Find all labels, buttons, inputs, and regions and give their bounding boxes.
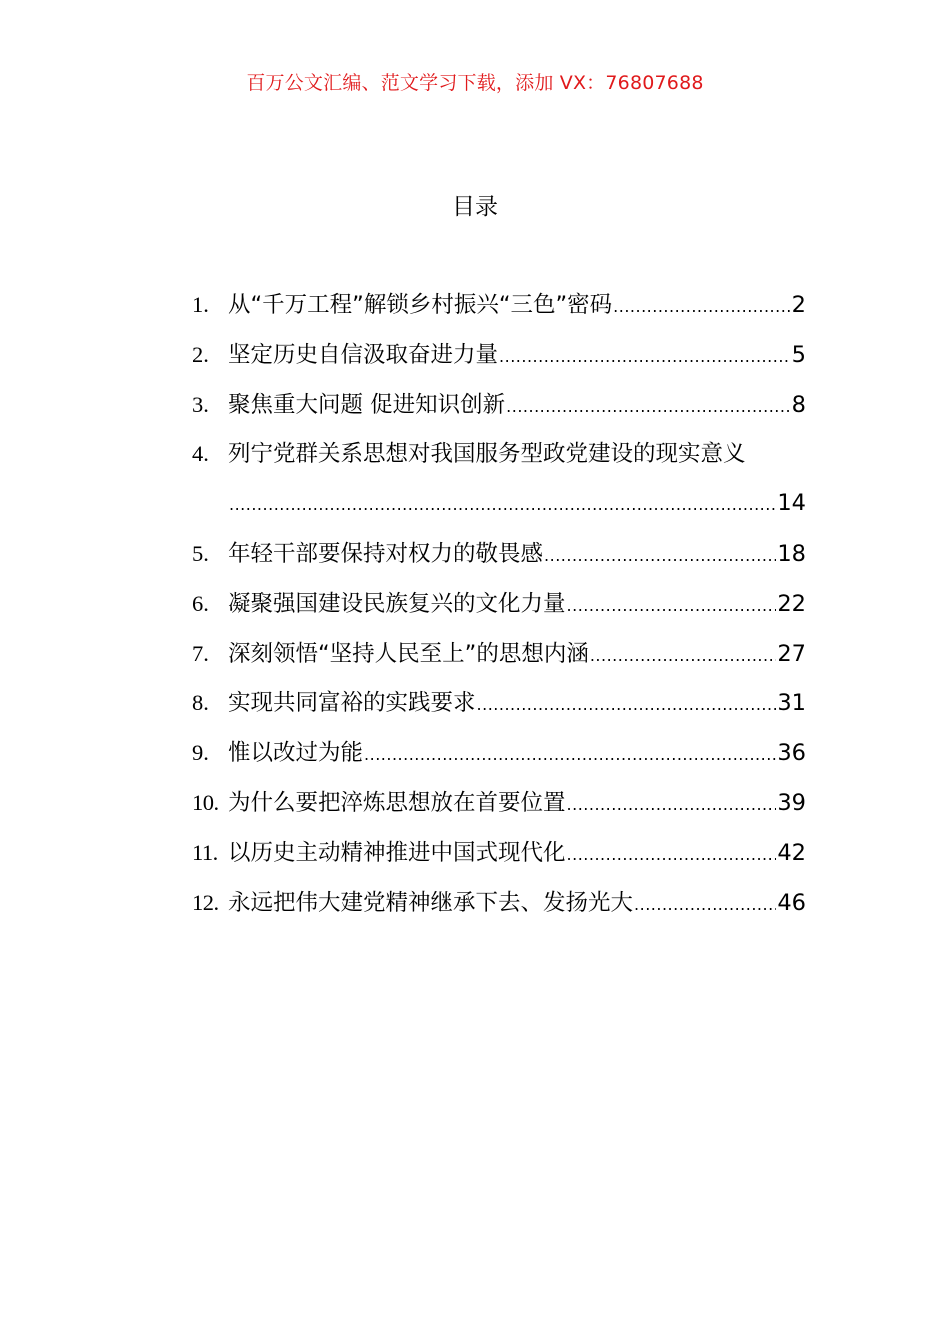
- toc-entry-title: 列宁党群关系思想对我国服务型政党建设的现实意义: [228, 441, 746, 468]
- toc-entry-title: 坚定历史自信汲取奋进力量: [228, 341, 499, 368]
- toc-entry-page: 5: [791, 341, 806, 368]
- toc-entry-4[interactable]: [192, 429, 806, 479]
- toc-entry-page: 31: [777, 690, 806, 717]
- toc-entry-number: 8.: [192, 690, 209, 716]
- toc-entry-6[interactable]: [192, 579, 806, 629]
- toc-entry-title: 从“千万工程”解锁乡村振兴“三色”密码: [228, 292, 613, 318]
- toc-entry-12[interactable]: [192, 878, 806, 928]
- toc-entry-title: 以历史主动精神推进中国式现代化: [228, 839, 566, 866]
- toc-leader-dots: [590, 631, 777, 681]
- toc-entry-title: 凝聚强国建设民族复兴的文化力量: [228, 590, 566, 617]
- toc-entry-number: 11.: [192, 839, 218, 865]
- toc-entry-4-continuation[interactable]: [192, 479, 806, 529]
- toc-entry-title: 聚焦重大问题 促进知识创新: [228, 391, 506, 418]
- toc-entry-page: 2: [791, 292, 806, 318]
- toc-title: 目录: [452, 194, 498, 220]
- toc-leader-dots: [364, 730, 776, 780]
- toc-entry-7[interactable]: [192, 629, 806, 679]
- toc-entry-number: 1.: [192, 292, 209, 317]
- toc-entry-9[interactable]: [192, 728, 806, 778]
- toc-entry-page: 36: [777, 740, 806, 767]
- toc-leader-dots: [499, 332, 791, 382]
- toc-entry-title: 年轻干部要保持对权力的敬畏感: [228, 540, 544, 567]
- toc-entry-number: 6.: [192, 590, 209, 616]
- toc-entry-page: 27: [777, 640, 806, 667]
- toc-leader-dots: [567, 830, 777, 880]
- toc-entry-1[interactable]: [192, 280, 806, 330]
- toc-entry-title: 惟以改过为能: [228, 740, 364, 767]
- toc-entry-title: 永远把伟大建党精神继承下去、发扬光大: [228, 889, 634, 916]
- toc-entry-title: 为什么要把淬炼思想放在首要位置: [228, 789, 566, 816]
- toc-entry-number: 10.: [192, 789, 219, 815]
- toc-entry-3[interactable]: [192, 380, 806, 430]
- table-of-contents: [192, 280, 806, 927]
- toc-entry-8[interactable]: [192, 678, 806, 728]
- toc-entry-number: 7.: [192, 640, 209, 666]
- toc-entry-page: 14: [777, 490, 806, 517]
- toc-leader-dots: [567, 780, 777, 830]
- toc-entry-number: 9.: [192, 740, 209, 766]
- toc-entry-number: 2.: [192, 341, 209, 367]
- toc-entry-5[interactable]: [192, 529, 806, 579]
- toc-leader-dots: [634, 880, 776, 930]
- toc-entry-2[interactable]: [192, 330, 806, 380]
- toc-leader-dots: [544, 531, 776, 581]
- toc-entry-number: 5.: [192, 540, 209, 566]
- toc-leader-dots: [506, 382, 791, 432]
- toc-leader-dots: [477, 680, 777, 730]
- toc-entry-page: 8: [791, 391, 806, 418]
- toc-entry-number: 12.: [192, 889, 219, 915]
- toc-entry-number: 3.: [192, 391, 209, 417]
- toc-entry-page: 46: [777, 889, 806, 916]
- toc-entry-number: 4.: [192, 441, 209, 467]
- toc-leader-dots: [613, 282, 791, 332]
- toc-entry-title: 实现共同富裕的实践要求: [228, 690, 476, 717]
- toc-entry-title: 深刻领悟“坚持人民至上”的思想内涵: [228, 640, 589, 667]
- toc-entry-page: 18: [777, 540, 806, 567]
- watermark-banner: 百万公文汇编、范文学习下载，添加 VX：76807688: [246, 72, 704, 94]
- toc-entry-page: 42: [777, 839, 806, 866]
- toc-entry-11[interactable]: [192, 828, 806, 878]
- toc-leader-dots: [229, 480, 776, 530]
- toc-entry-10[interactable]: [192, 778, 806, 828]
- toc-leader-dots: [567, 581, 777, 631]
- toc-entry-page: 39: [777, 789, 806, 816]
- toc-entry-page: 22: [777, 590, 806, 617]
